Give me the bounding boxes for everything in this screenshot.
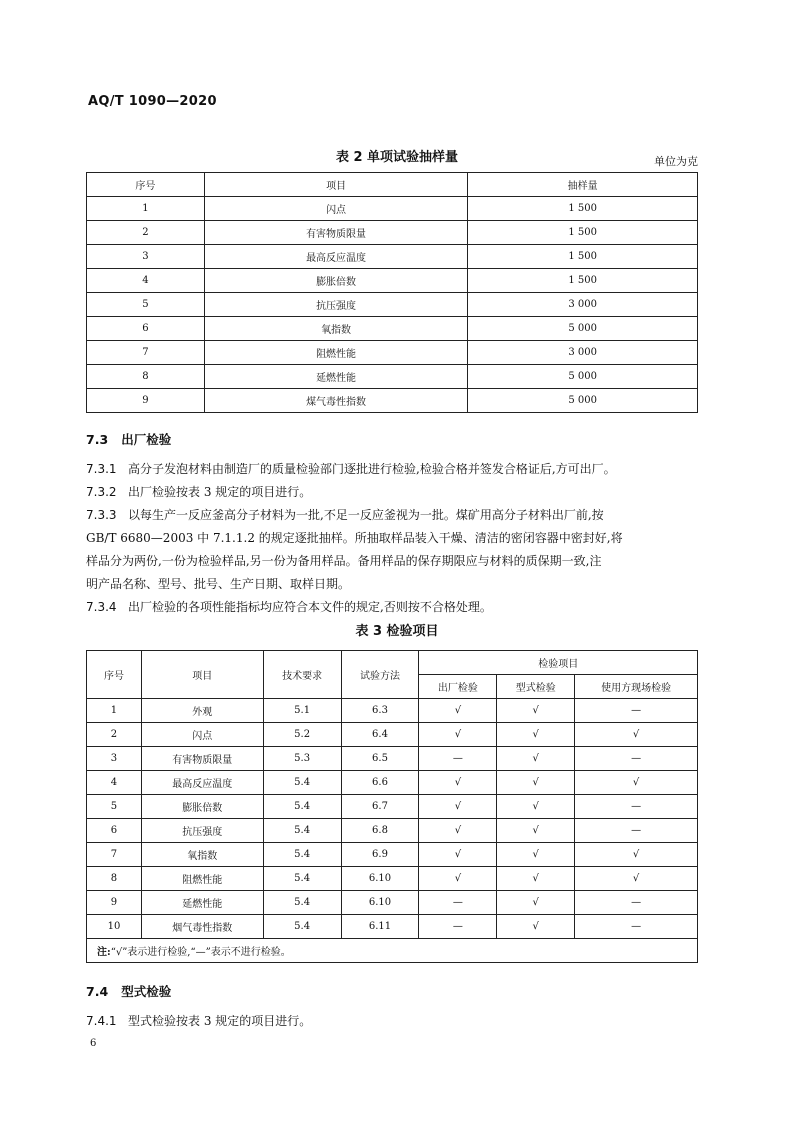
cell-amount: 1 500 — [468, 197, 698, 221]
table-row — [87, 795, 698, 819]
table-row — [87, 723, 698, 747]
cell-seq: 6 — [87, 317, 205, 341]
cell-seq: 10 — [87, 915, 142, 939]
cell-type: √ — [497, 795, 575, 819]
cell-type: √ — [497, 819, 575, 843]
clause-7-3-1 — [86, 458, 706, 481]
cell-method: 6.11 — [341, 915, 419, 939]
section-7-4-number: 7.4 — [86, 984, 109, 999]
cell-seq: 9 — [87, 891, 142, 915]
clause-text: 以每生产一反应釜高分子材料为一批,不足一反应釜视为一批。煤矿用高分子材料出厂前,按 — [128, 508, 604, 522]
cell-site: — — [575, 819, 698, 843]
cell-method: 6.3 — [341, 699, 419, 723]
table2-header-item: 项目 — [204, 173, 468, 197]
table3-header-inspection-group: 检验项目 — [419, 651, 698, 675]
clause-7-3-3-line-3: 样品分为两份,一份为检验样品,另一份为备用样品。备用样品的保存期限应与材料的质保期一致,注 — [86, 554, 602, 568]
cell-factory: √ — [419, 843, 497, 867]
table3-header-factory: 出厂检验 — [419, 675, 497, 699]
clause-number: 7.3.1 — [86, 462, 117, 476]
cell-item: 延燃性能 — [204, 365, 468, 389]
cell-amount: 3 000 — [468, 341, 698, 365]
table-row — [87, 245, 698, 269]
clause-number: 7.3.3 — [86, 508, 117, 522]
section-7-4-title: 型式检验 — [121, 984, 172, 999]
clause-7-3-3-line-2: GB/T 6680—2003 中 7.1.1.2 的规定逐批抽样。所抽取样品装入干燥、清洁的密闭容器中密封好,将 — [86, 531, 623, 545]
cell-site: √ — [575, 843, 698, 867]
section-7-3-heading — [86, 430, 171, 448]
cell-amount: 3 000 — [468, 293, 698, 317]
cell-item: 膨胀倍数 — [141, 795, 263, 819]
table2-header-amount: 抽样量 — [468, 173, 698, 197]
table3-caption: 表 3 检验项目 — [355, 624, 439, 639]
cell-type: √ — [497, 891, 575, 915]
cell-type: √ — [497, 867, 575, 891]
cell-factory: √ — [419, 867, 497, 891]
table3-header-item: 项目 — [141, 651, 263, 699]
cell-seq: 1 — [87, 197, 205, 221]
cell-item: 最高反应温度 — [141, 771, 263, 795]
sampling-table — [86, 172, 698, 413]
cell-item: 闪点 — [204, 197, 468, 221]
table-row — [87, 867, 698, 891]
cell-item: 外观 — [141, 699, 263, 723]
cell-site: — — [575, 699, 698, 723]
cell-item: 抗压强度 — [204, 293, 468, 317]
clause-text: 型式检验按表 3 规定的项目进行。 — [128, 1014, 312, 1028]
cell-item: 有害物质限量 — [204, 221, 468, 245]
cell-requirement: 5.4 — [263, 915, 341, 939]
table3-note — [87, 939, 698, 963]
cell-site: — — [575, 795, 698, 819]
cell-type: √ — [497, 699, 575, 723]
table-row — [87, 341, 698, 365]
table-row — [87, 891, 698, 915]
table-row — [87, 771, 698, 795]
table-row — [87, 221, 698, 245]
cell-item: 氧指数 — [204, 317, 468, 341]
note-label: 注: — [97, 947, 111, 958]
cell-seq: 3 — [87, 245, 205, 269]
table2-unit: 单位为克 — [654, 155, 698, 168]
table-row — [87, 819, 698, 843]
cell-site: √ — [575, 771, 698, 795]
cell-item: 有害物质限量 — [141, 747, 263, 771]
clause-text: 出厂检验的各项性能指标均应符合本文件的规定,否则按不合格处理。 — [128, 600, 492, 614]
table3-header-method: 试验方法 — [341, 651, 419, 699]
table3-header-requirement: 技术要求 — [263, 651, 341, 699]
table-row — [87, 699, 698, 723]
table3-header-seq: 序号 — [87, 651, 142, 699]
cell-method: 6.4 — [341, 723, 419, 747]
table-row — [87, 269, 698, 293]
cell-requirement: 5.4 — [263, 891, 341, 915]
cell-requirement: 5.4 — [263, 867, 341, 891]
cell-method: 6.8 — [341, 819, 419, 843]
cell-type: √ — [497, 915, 575, 939]
cell-seq: 3 — [87, 747, 142, 771]
cell-item: 煤气毒性指数 — [204, 389, 468, 413]
section-7-3-title: 出厂检验 — [121, 432, 172, 447]
cell-seq: 4 — [87, 771, 142, 795]
cell-amount: 1 500 — [468, 245, 698, 269]
cell-item: 氧指数 — [141, 843, 263, 867]
cell-factory: √ — [419, 771, 497, 795]
cell-seq: 2 — [87, 723, 142, 747]
cell-factory: √ — [419, 795, 497, 819]
cell-requirement: 5.3 — [263, 747, 341, 771]
table2-header-seq: 序号 — [87, 173, 205, 197]
cell-type: √ — [497, 723, 575, 747]
clause-text: 高分子发泡材料由制造厂的质量检验部门逐批进行检验,检验合格并签发合格证后,方可出厂。 — [128, 462, 616, 476]
cell-method: 6.10 — [341, 891, 419, 915]
cell-amount: 5 000 — [468, 389, 698, 413]
cell-type: √ — [497, 747, 575, 771]
cell-item: 烟气毒性指数 — [141, 915, 263, 939]
cell-amount: 5 000 — [468, 317, 698, 341]
cell-requirement: 5.4 — [263, 843, 341, 867]
cell-seq: 8 — [87, 365, 205, 389]
cell-site: — — [575, 747, 698, 771]
table3-header-type: 型式检验 — [497, 675, 575, 699]
table-row — [87, 747, 698, 771]
cell-requirement: 5.4 — [263, 795, 341, 819]
cell-factory: — — [419, 747, 497, 771]
table3-header-site: 使用方现场检验 — [575, 675, 698, 699]
cell-method: 6.6 — [341, 771, 419, 795]
table-row — [87, 843, 698, 867]
cell-seq: 7 — [87, 341, 205, 365]
cell-seq: 7 — [87, 843, 142, 867]
cell-seq: 9 — [87, 389, 205, 413]
clause-7-4-1 — [86, 1010, 706, 1033]
cell-seq: 2 — [87, 221, 205, 245]
page-number: 6 — [90, 1038, 97, 1049]
note-text: “√”表示进行检验,“—”表示不进行检验。 — [110, 947, 291, 958]
cell-site: √ — [575, 867, 698, 891]
table-row — [87, 293, 698, 317]
cell-seq: 6 — [87, 819, 142, 843]
section-7-3-number: 7.3 — [86, 432, 109, 447]
cell-site: √ — [575, 723, 698, 747]
table-row — [87, 915, 698, 939]
cell-method: 6.9 — [341, 843, 419, 867]
cell-seq: 5 — [87, 293, 205, 317]
cell-amount: 1 500 — [468, 221, 698, 245]
cell-item: 最高反应温度 — [204, 245, 468, 269]
section-7-3-body — [86, 458, 706, 619]
clause-7-3-2 — [86, 481, 706, 504]
section-7-4-body — [86, 1010, 706, 1033]
clause-number: 7.3.2 — [86, 485, 117, 499]
cell-site: — — [575, 915, 698, 939]
table-row — [87, 389, 698, 413]
cell-method: 6.10 — [341, 867, 419, 891]
cell-item: 膨胀倍数 — [204, 269, 468, 293]
table-row — [87, 197, 698, 221]
cell-item: 抗压强度 — [141, 819, 263, 843]
document-code: AQ/T 1090—2020 — [88, 94, 217, 109]
cell-method: 6.7 — [341, 795, 419, 819]
table-row — [87, 317, 698, 341]
cell-item: 延燃性能 — [141, 891, 263, 915]
cell-requirement: 5.4 — [263, 771, 341, 795]
clause-number: 7.3.4 — [86, 600, 117, 614]
cell-requirement: 5.2 — [263, 723, 341, 747]
cell-factory: √ — [419, 723, 497, 747]
cell-requirement: 5.1 — [263, 699, 341, 723]
cell-item: 阻燃性能 — [204, 341, 468, 365]
clause-7-3-3 — [86, 504, 706, 527]
clause-7-3-4 — [86, 596, 706, 619]
section-7-4-heading — [86, 982, 171, 1000]
cell-factory: √ — [419, 699, 497, 723]
cell-factory: — — [419, 891, 497, 915]
clause-number: 7.4.1 — [86, 1014, 117, 1028]
cell-amount: 1 500 — [468, 269, 698, 293]
cell-factory: — — [419, 915, 497, 939]
cell-requirement: 5.4 — [263, 819, 341, 843]
cell-type: √ — [497, 843, 575, 867]
cell-seq: 8 — [87, 867, 142, 891]
cell-method: 6.5 — [341, 747, 419, 771]
cell-seq: 5 — [87, 795, 142, 819]
cell-amount: 5 000 — [468, 365, 698, 389]
table-row — [87, 365, 698, 389]
inspection-items-table — [86, 650, 698, 963]
cell-factory: √ — [419, 819, 497, 843]
cell-item: 阻燃性能 — [141, 867, 263, 891]
clause-text: 出厂检验按表 3 规定的项目进行。 — [128, 485, 312, 499]
cell-item: 闪点 — [141, 723, 263, 747]
cell-site: — — [575, 891, 698, 915]
table2-caption: 表 2 单项试验抽样量 — [335, 150, 459, 165]
cell-seq: 4 — [87, 269, 205, 293]
cell-seq: 1 — [87, 699, 142, 723]
cell-type: √ — [497, 771, 575, 795]
clause-7-3-3-line-4: 明产品名称、型号、批号、生产日期、取样日期。 — [86, 577, 351, 591]
